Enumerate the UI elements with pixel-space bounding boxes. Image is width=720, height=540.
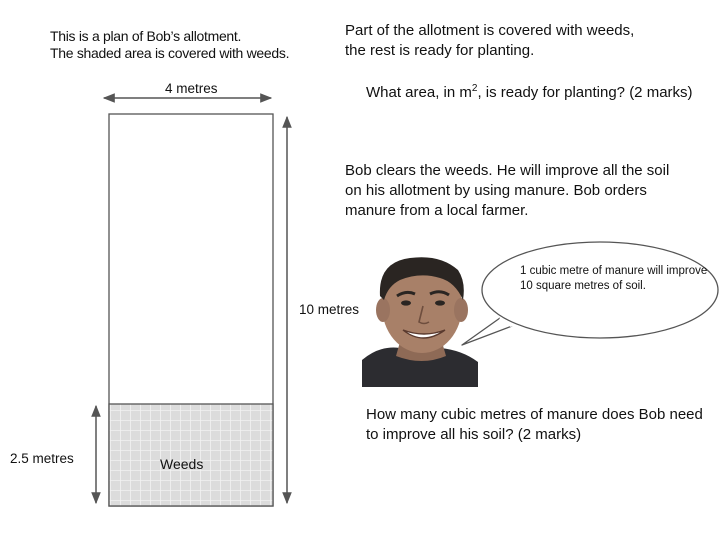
bob-portrait [362, 257, 478, 387]
height-label: 10 metres [299, 302, 360, 317]
speech-bubble-text: 1 cubic metre of manure will improve 10 square metres of soil. [520, 265, 708, 292]
question-intro: Part of the allotment is covered with weeds, the rest is ready for planting. [345, 22, 635, 59]
intro-line-1: This is a plan of Bob’s allotment. [50, 28, 242, 44]
speech-bubble [462, 242, 718, 345]
intro-line-2: The shaded area is covered with weeds. [50, 45, 290, 61]
width-label: 4 metres [165, 81, 218, 96]
weeds-area [109, 404, 273, 506]
question-manure-amount: How many cubic metres of manure does Bob need to improve all his soil? (2 marks) [366, 406, 703, 443]
question-planting-area-text: What area, in m [366, 84, 472, 101]
question-planting-area-marks: , is ready for planting? (2 marks) [477, 84, 693, 101]
squared-superscript: 2 [471, 83, 478, 94]
weeds-height-label: 2.5 metres [10, 451, 74, 466]
question-manure-context: Bob clears the weeds. He will improve all the soil on his allotment by using manure. Bob orders manure from a local farmer. [345, 162, 670, 219]
weeds-label: Weeds [160, 456, 204, 472]
